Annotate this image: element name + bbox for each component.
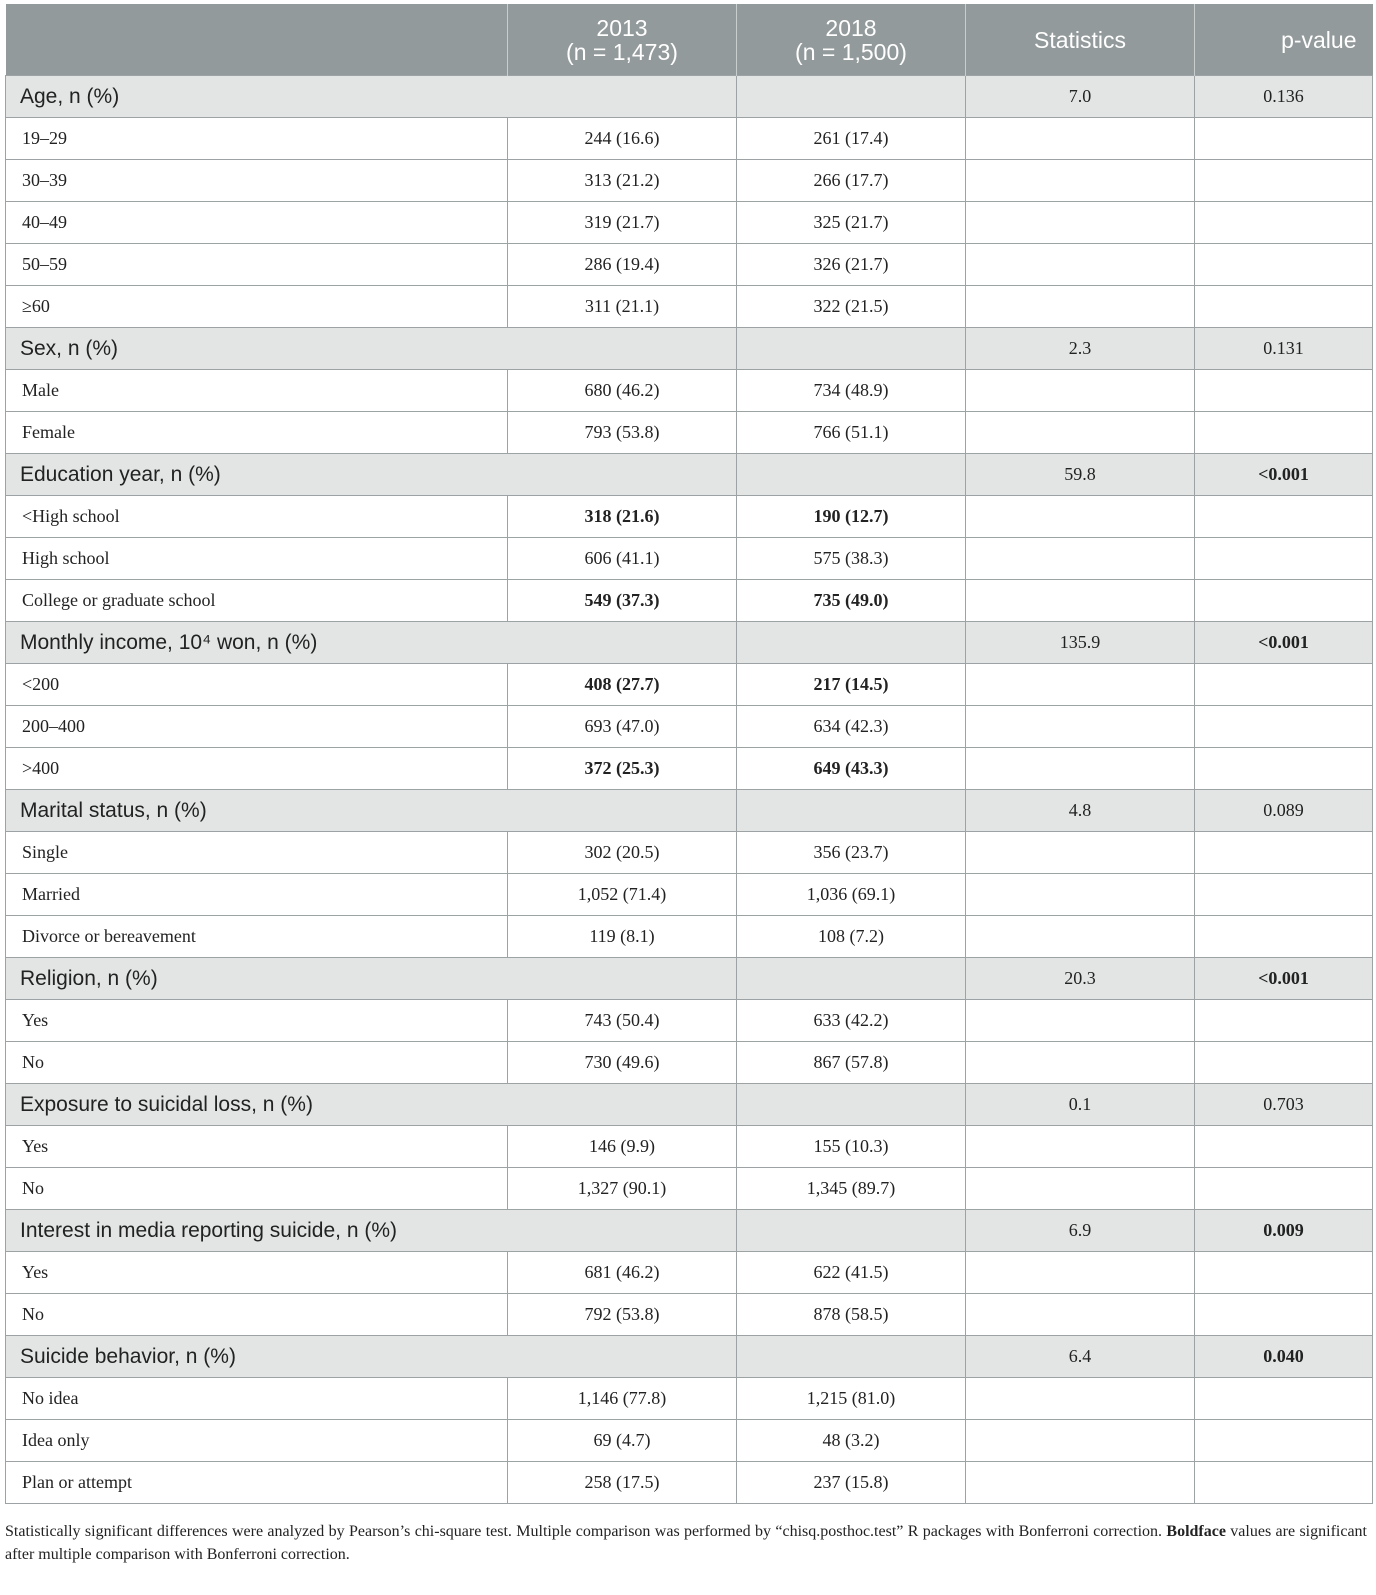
row-label: Yes bbox=[6, 1252, 508, 1294]
value-2013: 319 (21.7) bbox=[508, 202, 737, 244]
p-value-empty-cell bbox=[1195, 244, 1373, 286]
value-2013: 1,146 (77.8) bbox=[508, 1378, 737, 1420]
p-value-empty-cell bbox=[1195, 1000, 1373, 1042]
header-2018-n: (n = 1,500) bbox=[795, 38, 907, 65]
value-2018: 325 (21.7) bbox=[737, 202, 966, 244]
table-row bbox=[6, 1378, 1373, 1420]
statistic-empty-cell bbox=[966, 874, 1195, 916]
value-2018: 867 (57.8) bbox=[737, 1042, 966, 1084]
header-p-value: p-value bbox=[1195, 4, 1373, 76]
statistic-empty-cell bbox=[966, 538, 1195, 580]
p-value: <0.001 bbox=[1195, 622, 1373, 664]
table-row bbox=[6, 1462, 1373, 1504]
p-value-empty-cell bbox=[1195, 1126, 1373, 1168]
statistic-empty-cell bbox=[966, 412, 1195, 454]
category-row bbox=[6, 76, 1373, 118]
value-2013: 1,327 (90.1) bbox=[508, 1168, 737, 1210]
category-row bbox=[6, 328, 1373, 370]
category-label: Education year, n (%) bbox=[6, 454, 737, 496]
category-empty-cell bbox=[737, 622, 966, 664]
value-2018: 633 (42.2) bbox=[737, 1000, 966, 1042]
value-2013: 119 (8.1) bbox=[508, 916, 737, 958]
header-label-col bbox=[6, 4, 508, 76]
statistic-empty-cell bbox=[966, 832, 1195, 874]
value-2018: 155 (10.3) bbox=[737, 1126, 966, 1168]
header-statistics: Statistics bbox=[966, 4, 1195, 76]
category-label: Exposure to suicidal loss, n (%) bbox=[6, 1084, 737, 1126]
p-value-empty-cell bbox=[1195, 706, 1373, 748]
value-2018: 322 (21.5) bbox=[737, 286, 966, 328]
category-row bbox=[6, 1210, 1373, 1252]
category-label: Interest in media reporting suicide, n (%) bbox=[6, 1210, 737, 1252]
p-value-empty-cell bbox=[1195, 1378, 1373, 1420]
category-empty-cell bbox=[737, 454, 966, 496]
table-row bbox=[6, 874, 1373, 916]
category-empty-cell bbox=[737, 958, 966, 1000]
row-label: Plan or attempt bbox=[6, 1462, 508, 1504]
category-label: Monthly income, 10⁴ won, n (%) bbox=[6, 622, 737, 664]
value-2013: 1,052 (71.4) bbox=[508, 874, 737, 916]
value-2013: 318 (21.6) bbox=[508, 496, 737, 538]
table-row bbox=[6, 370, 1373, 412]
category-empty-cell bbox=[737, 328, 966, 370]
value-2013: 606 (41.1) bbox=[508, 538, 737, 580]
value-2013: 680 (46.2) bbox=[508, 370, 737, 412]
row-label: 30–39 bbox=[6, 160, 508, 202]
p-value-empty-cell bbox=[1195, 664, 1373, 706]
value-2018: 622 (41.5) bbox=[737, 1252, 966, 1294]
row-label: Male bbox=[6, 370, 508, 412]
statistic-empty-cell bbox=[966, 1294, 1195, 1336]
statistic-value: 135.9 bbox=[966, 622, 1195, 664]
row-label: No bbox=[6, 1168, 508, 1210]
p-value-empty-cell bbox=[1195, 412, 1373, 454]
category-label: Religion, n (%) bbox=[6, 958, 737, 1000]
table-row bbox=[6, 706, 1373, 748]
row-label: Single bbox=[6, 832, 508, 874]
value-2013: 792 (53.8) bbox=[508, 1294, 737, 1336]
row-label: Yes bbox=[6, 1000, 508, 1042]
p-value: 0.136 bbox=[1195, 76, 1373, 118]
value-2018: 1,036 (69.1) bbox=[737, 874, 966, 916]
row-label: ≥60 bbox=[6, 286, 508, 328]
statistic-value: 6.4 bbox=[966, 1336, 1195, 1378]
statistic-value: 20.3 bbox=[966, 958, 1195, 1000]
value-2018: 356 (23.7) bbox=[737, 832, 966, 874]
statistic-empty-cell bbox=[966, 118, 1195, 160]
value-2013: 244 (16.6) bbox=[508, 118, 737, 160]
statistic-value: 7.0 bbox=[966, 76, 1195, 118]
table-row bbox=[6, 664, 1373, 706]
statistic-empty-cell bbox=[966, 748, 1195, 790]
value-2018: 734 (48.9) bbox=[737, 370, 966, 412]
statistic-empty-cell bbox=[966, 244, 1195, 286]
category-row bbox=[6, 790, 1373, 832]
row-label: Divorce or bereavement bbox=[6, 916, 508, 958]
value-2013: 313 (21.2) bbox=[508, 160, 737, 202]
p-value-empty-cell bbox=[1195, 874, 1373, 916]
p-value: <0.001 bbox=[1195, 958, 1373, 1000]
statistic-empty-cell bbox=[966, 160, 1195, 202]
statistic-empty-cell bbox=[966, 916, 1195, 958]
table-footnote bbox=[5, 1520, 1367, 1566]
p-value-empty-cell bbox=[1195, 496, 1373, 538]
category-empty-cell bbox=[737, 1210, 966, 1252]
value-2013: 743 (50.4) bbox=[508, 1000, 737, 1042]
statistic-value: 59.8 bbox=[966, 454, 1195, 496]
category-empty-cell bbox=[737, 790, 966, 832]
header-2018 bbox=[737, 4, 966, 76]
p-value-empty-cell bbox=[1195, 1420, 1373, 1462]
value-2018: 649 (43.3) bbox=[737, 748, 966, 790]
statistic-empty-cell bbox=[966, 286, 1195, 328]
row-label: No idea bbox=[6, 1378, 508, 1420]
value-2013: 258 (17.5) bbox=[508, 1462, 737, 1504]
value-2018: 1,215 (81.0) bbox=[737, 1378, 966, 1420]
category-label: Marital status, n (%) bbox=[6, 790, 737, 832]
row-label: High school bbox=[6, 538, 508, 580]
table-row bbox=[6, 1000, 1373, 1042]
p-value-empty-cell bbox=[1195, 1252, 1373, 1294]
table-row bbox=[6, 538, 1373, 580]
category-empty-cell bbox=[737, 1336, 966, 1378]
row-label: >400 bbox=[6, 748, 508, 790]
value-2018: 237 (15.8) bbox=[737, 1462, 966, 1504]
statistic-empty-cell bbox=[966, 1462, 1195, 1504]
value-2018: 261 (17.4) bbox=[737, 118, 966, 160]
value-2018: 48 (3.2) bbox=[737, 1420, 966, 1462]
statistic-empty-cell bbox=[966, 202, 1195, 244]
p-value-empty-cell bbox=[1195, 832, 1373, 874]
p-value-empty-cell bbox=[1195, 1462, 1373, 1504]
row-label: No bbox=[6, 1294, 508, 1336]
p-value: 0.703 bbox=[1195, 1084, 1373, 1126]
category-empty-cell bbox=[737, 1084, 966, 1126]
row-label: 40–49 bbox=[6, 202, 508, 244]
p-value-empty-cell bbox=[1195, 916, 1373, 958]
statistic-empty-cell bbox=[966, 1126, 1195, 1168]
statistic-empty-cell bbox=[966, 664, 1195, 706]
value-2013: 549 (37.3) bbox=[508, 580, 737, 622]
table-row bbox=[6, 496, 1373, 538]
category-label: Suicide behavior, n (%) bbox=[6, 1336, 737, 1378]
value-2018: 108 (7.2) bbox=[737, 916, 966, 958]
p-value-empty-cell bbox=[1195, 748, 1373, 790]
p-value-empty-cell bbox=[1195, 538, 1373, 580]
statistic-empty-cell bbox=[966, 1378, 1195, 1420]
value-2018: 634 (42.3) bbox=[737, 706, 966, 748]
statistic-empty-cell bbox=[966, 1252, 1195, 1294]
value-2013: 793 (53.8) bbox=[508, 412, 737, 454]
row-label: 19–29 bbox=[6, 118, 508, 160]
value-2013: 408 (27.7) bbox=[508, 664, 737, 706]
statistic-value: 4.8 bbox=[966, 790, 1195, 832]
value-2013: 681 (46.2) bbox=[508, 1252, 737, 1294]
p-value-empty-cell bbox=[1195, 286, 1373, 328]
row-label: Idea only bbox=[6, 1420, 508, 1462]
table-row bbox=[6, 1252, 1373, 1294]
value-2018: 217 (14.5) bbox=[737, 664, 966, 706]
row-label: Married bbox=[6, 874, 508, 916]
value-2013: 286 (19.4) bbox=[508, 244, 737, 286]
value-2013: 730 (49.6) bbox=[508, 1042, 737, 1084]
header-2018-year: 2018 bbox=[825, 14, 877, 41]
row-label: No bbox=[6, 1042, 508, 1084]
p-value-empty-cell bbox=[1195, 580, 1373, 622]
category-label: Sex, n (%) bbox=[6, 328, 737, 370]
table-row bbox=[6, 1420, 1373, 1462]
value-2018: 1,345 (89.7) bbox=[737, 1168, 966, 1210]
value-2018: 575 (38.3) bbox=[737, 538, 966, 580]
row-label: <200 bbox=[6, 664, 508, 706]
header-2013-n: (n = 1,473) bbox=[566, 38, 678, 65]
statistic-empty-cell bbox=[966, 496, 1195, 538]
table-row bbox=[6, 748, 1373, 790]
p-value: 0.009 bbox=[1195, 1210, 1373, 1252]
table-row bbox=[6, 160, 1373, 202]
table-row bbox=[6, 1294, 1373, 1336]
p-value-empty-cell bbox=[1195, 202, 1373, 244]
category-empty-cell bbox=[737, 76, 966, 118]
p-value-empty-cell bbox=[1195, 1294, 1373, 1336]
statistic-value: 2.3 bbox=[966, 328, 1195, 370]
value-2018: 190 (12.7) bbox=[737, 496, 966, 538]
table-header bbox=[6, 4, 1373, 76]
category-row bbox=[6, 1084, 1373, 1126]
table-row bbox=[6, 1126, 1373, 1168]
value-2013: 372 (25.3) bbox=[508, 748, 737, 790]
value-2013: 311 (21.1) bbox=[508, 286, 737, 328]
footnote-bold: Boldface bbox=[1166, 1523, 1226, 1540]
statistic-empty-cell bbox=[966, 706, 1195, 748]
data-table bbox=[5, 4, 1373, 1504]
table-row bbox=[6, 916, 1373, 958]
category-row bbox=[6, 1336, 1373, 1378]
table-body bbox=[6, 76, 1373, 1504]
statistic-empty-cell bbox=[966, 1420, 1195, 1462]
value-2013: 69 (4.7) bbox=[508, 1420, 737, 1462]
row-label: 200–400 bbox=[6, 706, 508, 748]
value-2018: 735 (49.0) bbox=[737, 580, 966, 622]
table-row bbox=[6, 1042, 1373, 1084]
table-row bbox=[6, 1168, 1373, 1210]
p-value: 0.040 bbox=[1195, 1336, 1373, 1378]
table-row bbox=[6, 412, 1373, 454]
value-2013: 302 (20.5) bbox=[508, 832, 737, 874]
category-label: Age, n (%) bbox=[6, 76, 737, 118]
table-row bbox=[6, 286, 1373, 328]
p-value: 0.131 bbox=[1195, 328, 1373, 370]
p-value-empty-cell bbox=[1195, 160, 1373, 202]
statistic-empty-cell bbox=[966, 1042, 1195, 1084]
value-2018: 326 (21.7) bbox=[737, 244, 966, 286]
row-label: College or graduate school bbox=[6, 580, 508, 622]
footnote-text-2: values are significant after multiple comparison with Bonferroni correction. bbox=[5, 1523, 1367, 1563]
table-row bbox=[6, 580, 1373, 622]
value-2018: 766 (51.1) bbox=[737, 412, 966, 454]
statistic-value: 6.9 bbox=[966, 1210, 1195, 1252]
category-row bbox=[6, 622, 1373, 664]
row-label: Yes bbox=[6, 1126, 508, 1168]
value-2018: 266 (17.7) bbox=[737, 160, 966, 202]
p-value-empty-cell bbox=[1195, 118, 1373, 160]
statistic-empty-cell bbox=[966, 1000, 1195, 1042]
p-value-empty-cell bbox=[1195, 1042, 1373, 1084]
statistic-empty-cell bbox=[966, 580, 1195, 622]
category-row bbox=[6, 454, 1373, 496]
table-row bbox=[6, 202, 1373, 244]
table-row bbox=[6, 832, 1373, 874]
value-2013: 146 (9.9) bbox=[508, 1126, 737, 1168]
statistic-empty-cell bbox=[966, 370, 1195, 412]
value-2018: 878 (58.5) bbox=[737, 1294, 966, 1336]
statistic-value: 0.1 bbox=[966, 1084, 1195, 1126]
header-2013-year: 2013 bbox=[596, 14, 648, 41]
row-label: <High school bbox=[6, 496, 508, 538]
table-container bbox=[5, 4, 1372, 1504]
p-value: <0.001 bbox=[1195, 454, 1373, 496]
p-value-empty-cell bbox=[1195, 370, 1373, 412]
p-value: 0.089 bbox=[1195, 790, 1373, 832]
value-2013: 693 (47.0) bbox=[508, 706, 737, 748]
p-value-empty-cell bbox=[1195, 1168, 1373, 1210]
statistic-empty-cell bbox=[966, 1168, 1195, 1210]
footnote-text-1: Statistically significant differences were analyzed by Pearson’s chi-square test. Multiple comparison was performed by “chisq.posthoc.test” R packages with Bonferroni correction. bbox=[5, 1523, 1167, 1540]
row-label: Female bbox=[6, 412, 508, 454]
row-label: 50–59 bbox=[6, 244, 508, 286]
table-row bbox=[6, 244, 1373, 286]
category-row bbox=[6, 958, 1373, 1000]
table-row bbox=[6, 118, 1373, 160]
header-2013 bbox=[508, 4, 737, 76]
